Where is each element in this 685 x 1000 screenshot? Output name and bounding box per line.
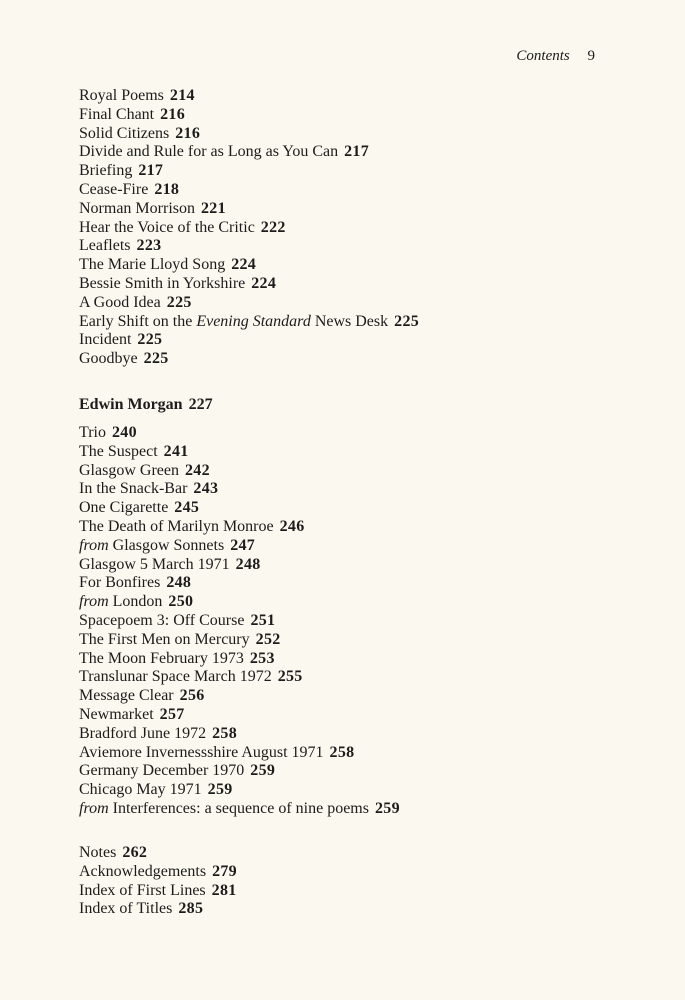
toc-entry	[79, 219, 639, 238]
entry-title: Index of First Lines	[79, 881, 206, 899]
entry-page-number: 222	[260, 218, 286, 236]
entry-page-number: 259	[207, 781, 233, 799]
toc-entry	[79, 844, 639, 863]
entry-page-number: 281	[211, 881, 237, 899]
author-heading	[79, 395, 213, 415]
entry-page-number: 223	[136, 237, 162, 255]
entry-title: Message Clear	[79, 687, 174, 705]
entry-page-number: 245	[174, 499, 200, 517]
entry-title: Bessie Smith in Yorkshire	[79, 274, 246, 292]
page-number: 9	[587, 48, 595, 64]
entry-page-number: 258	[212, 724, 237, 742]
toc-group-3	[79, 844, 639, 919]
entry-prefix: from	[79, 593, 113, 611]
entry-page-number: 258	[329, 743, 355, 761]
entry-title: Final Chant	[79, 105, 155, 123]
toc-entry	[79, 687, 639, 706]
entry-page-number: 214	[169, 87, 195, 104]
toc-entry	[79, 537, 639, 556]
entry-title: In the Snack-Bar	[79, 480, 188, 498]
toc-entry	[79, 725, 639, 744]
entry-page-number: 240	[111, 424, 137, 441]
entry-page-number: 259	[374, 799, 400, 817]
entry-page-number: 217	[138, 162, 164, 180]
entry-title: Incident	[79, 331, 132, 349]
toc-entry	[79, 781, 639, 800]
entry-title: Germany December 1970	[79, 762, 245, 780]
entry-title-end: News Desk	[310, 312, 389, 330]
toc-entry	[79, 612, 639, 631]
toc-entry	[79, 863, 639, 882]
author-name: Edwin Morgan	[79, 396, 183, 413]
toc-entry	[79, 143, 639, 162]
entry-title: The Marie Lloyd Song	[79, 256, 226, 274]
toc-entry	[79, 574, 639, 593]
entry-title: Goodbye	[79, 350, 138, 368]
toc-entry	[79, 480, 639, 499]
entry-page-number: 225	[166, 293, 192, 311]
toc-entry	[79, 762, 639, 781]
toc-group-2	[79, 424, 639, 819]
entry-page-number: 217	[344, 143, 369, 161]
entry-title: Glasgow Green	[79, 461, 179, 479]
entry-page-number: 255	[277, 668, 303, 686]
entry-page-number: 248	[166, 574, 192, 592]
entry-page-number: 247	[230, 536, 256, 554]
entry-prefix: from	[79, 536, 113, 554]
entry-page-number: 259	[250, 762, 276, 780]
entry-page-number: 285	[178, 900, 204, 918]
toc-entry	[79, 593, 639, 612]
entry-page-number: 216	[160, 105, 186, 123]
entry-page-number: 243	[193, 480, 219, 498]
running-head	[516, 48, 595, 65]
entry-italic-title: Evening Standard	[196, 312, 311, 330]
toc-entry	[79, 518, 639, 537]
entry-title: Norman Morrison	[79, 199, 195, 217]
entry-page-number: 252	[255, 630, 281, 648]
entry-page-number: 256	[179, 687, 205, 705]
toc-entry	[79, 256, 639, 275]
entry-title: Acknowledgements	[79, 862, 207, 880]
toc-entry	[79, 106, 639, 125]
toc-entry	[79, 882, 639, 901]
entry-page-number: 262	[122, 844, 148, 861]
entry-title: London	[112, 593, 163, 611]
entry-page-number: 221	[200, 199, 226, 217]
toc-entry	[79, 294, 639, 313]
entry-title: Leaflets	[79, 237, 131, 255]
toc-entry	[79, 650, 639, 669]
toc-entry	[79, 237, 639, 256]
toc-entry	[79, 350, 639, 369]
toc-entry	[79, 162, 639, 181]
toc-entry	[79, 125, 639, 144]
entry-title: Glasgow Sonnets	[112, 536, 225, 554]
entry-title: Briefing	[79, 162, 133, 180]
entry-page-number: 225	[394, 312, 420, 330]
toc-entry	[79, 744, 639, 763]
entry-page-number: 257	[159, 705, 185, 723]
toc-entry	[79, 331, 639, 350]
entry-title: Trio	[79, 424, 106, 441]
toc-group-1	[79, 87, 639, 369]
toc-entry	[79, 900, 639, 919]
toc-entry	[79, 499, 639, 518]
entry-title: The Death of Marilyn Monroe	[79, 517, 274, 535]
entry-page-number: 248	[235, 555, 261, 573]
entry-title: Notes	[79, 844, 117, 861]
toc-entry	[79, 800, 639, 819]
entry-title: The Moon February 1973	[79, 649, 244, 667]
entry-title: Cease-Fire	[79, 180, 149, 198]
running-head-section: Contents	[516, 48, 570, 64]
entry-title: Glasgow 5 March 1971	[79, 555, 230, 573]
entry-page-number: 218	[154, 180, 180, 198]
entry-title: For Bonfires	[79, 574, 161, 592]
toc-entry	[79, 706, 639, 725]
toc-entry	[79, 424, 639, 443]
toc-entry	[79, 462, 639, 481]
entry-title: Hear the Voice of the Critic	[79, 218, 255, 236]
entry-title: The Suspect	[79, 442, 158, 460]
toc-entry	[79, 313, 639, 332]
entry-page-number: 250	[168, 593, 194, 611]
toc-entry	[79, 556, 639, 575]
entry-page-number: 251	[250, 611, 276, 629]
entry-page-number: 246	[279, 517, 305, 535]
author-page: 227	[188, 396, 213, 413]
toc-entry	[79, 631, 639, 650]
entry-page-number: 242	[184, 461, 210, 479]
entry-title: Chicago May 1971	[79, 781, 202, 799]
entry-title: Spacepoem 3: Off Course	[79, 611, 245, 629]
entry-prefix: from	[79, 799, 113, 817]
entry-title: Translunar Space March 1972	[79, 668, 272, 686]
entry-title: Aviemore Invernessshire August 1971	[79, 743, 324, 761]
entry-page-number: 279	[212, 862, 237, 880]
entry-title: Newmarket	[79, 705, 154, 723]
toc-entry	[79, 87, 639, 106]
entry-title: Early Shift on the	[79, 312, 197, 330]
entry-title: Divide and Rule for as Long as You Can	[79, 143, 339, 161]
toc-entry	[79, 200, 639, 219]
toc-entry	[79, 668, 639, 687]
entry-title: Solid Citizens	[79, 124, 170, 142]
entry-page-number: 224	[231, 256, 257, 274]
entry-title: Bradford June 1972	[79, 724, 207, 742]
entry-title: Index of Titles	[79, 900, 173, 918]
entry-page-number: 224	[251, 274, 277, 292]
entry-page-number: 253	[249, 649, 275, 667]
entry-page-number: 225	[137, 331, 163, 349]
toc-entry	[79, 275, 639, 294]
entry-title: A Good Idea	[79, 293, 161, 311]
entry-title: The First Men on Mercury	[79, 630, 250, 648]
toc-entry	[79, 443, 639, 462]
toc-entry	[79, 181, 639, 200]
entry-page-number: 241	[163, 442, 189, 460]
entry-title: Royal Poems	[79, 87, 164, 104]
entry-page-number: 216	[175, 124, 201, 142]
entry-page-number: 225	[143, 350, 169, 368]
entry-title: Interferences: a sequence of nine poems	[112, 799, 369, 817]
entry-title: One Cigarette	[79, 499, 169, 517]
